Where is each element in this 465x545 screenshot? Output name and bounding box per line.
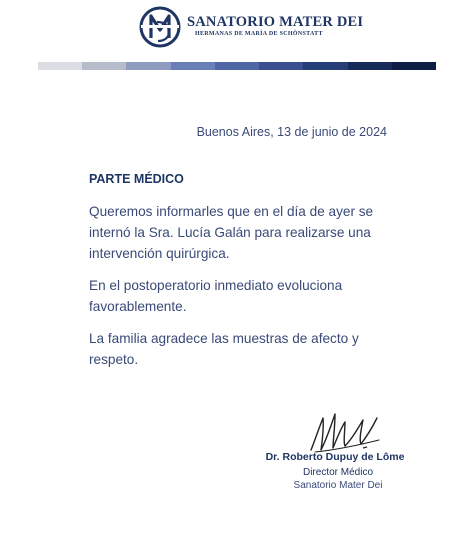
color-bar-segment [348, 62, 392, 70]
color-bar-segment [38, 62, 82, 70]
color-bar-segment [259, 62, 303, 70]
signatory-name: Dr. Roberto Dupuy de Lôme [265, 451, 405, 463]
handwritten-signature [305, 400, 395, 456]
letter-paragraph: En el postoperatorio inmediato evoluciona favorablemente. [89, 278, 343, 314]
brand-name: SANATORIO MATER DEI [187, 14, 364, 30]
letter-date: Buenos Aires, 13 de junio de 2024 [196, 125, 387, 139]
header-color-bar [38, 62, 436, 70]
color-bar-segment [82, 62, 126, 70]
letter-paragraph: Queremos informarles que en el día de ayer se internó la Sra. Lucía Galán para realizarse una intervención quirúrgica. [89, 204, 374, 261]
letterhead [0, 0, 465, 60]
letter-paragraph: La familia agradece las muestras de afecto y respeto. [89, 331, 359, 367]
color-bar-segment [392, 62, 436, 70]
color-bar-segment [215, 62, 259, 70]
signature-block [255, 451, 415, 492]
mater-dei-monogram-icon [137, 4, 183, 50]
color-bar-segment [126, 62, 170, 70]
color-bar-segment [303, 62, 347, 70]
letter-title: PARTE MÉDICO [89, 172, 184, 186]
brand-subtitle: HERMANAS DE MARÍA DE SCHÖNSTATT [195, 31, 323, 37]
signatory-role: Director Médico [302, 467, 374, 478]
signatory-organization: Sanatorio Mater Dei [293, 480, 383, 491]
color-bar-segment [171, 62, 215, 70]
